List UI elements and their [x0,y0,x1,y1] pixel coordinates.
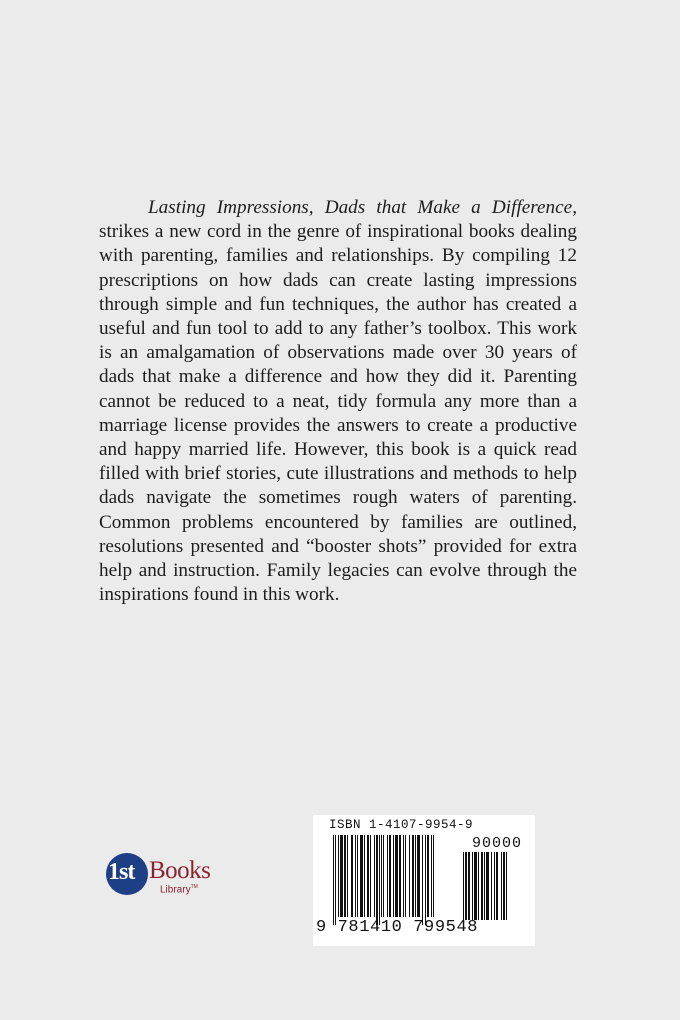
barcode-bar [478,852,479,920]
barcode-bar [468,852,470,920]
barcode-bar [381,835,382,917]
logo-name: Books [149,857,211,884]
ean-barcode-bars [333,835,457,925]
ean-digits: 9 781410 799548 [316,918,479,937]
barcode-bar [412,835,414,917]
barcode-bar [335,835,336,925]
barcode-bar [465,852,467,920]
barcode-bar [344,835,346,917]
barcode-bar [417,835,420,917]
barcode-bar [355,835,356,917]
barcode-bar [425,835,426,925]
barcode-bar [472,852,473,920]
barcode-bar [463,852,464,920]
isbn-label: ISBN 1-4107-9954-9 [329,818,474,832]
barcode-bar [481,852,483,920]
barcode-bar [395,835,398,917]
logo-sub: Library™ [160,884,198,896]
book-title-italic: Lasting Impressions, Dads that Make a Difference [148,197,573,218]
barcode-bar [383,835,384,917]
barcode-bar [360,835,363,917]
barcode-bar [379,835,380,925]
barcode-bar [427,835,429,917]
barcode-bar [340,835,343,917]
barcode-bar [501,852,502,920]
back-cover-blurb [99,196,577,607]
barcode-bar [370,835,371,917]
barcode-bar [474,852,477,920]
barcode-bar [364,835,365,917]
barcode-bar [351,835,353,917]
barcode-bar [409,835,410,917]
barcode-bar [431,835,432,917]
price-code: 90000 [472,835,523,852]
publisher-logo [106,853,216,898]
barcode-bar [433,835,434,917]
barcode-bar [403,835,404,917]
barcode-bar [503,852,505,920]
barcode-bar [405,835,406,917]
barcode-bar [367,835,369,917]
barcode-bar [387,835,388,917]
barcode-bar [491,852,492,920]
barcode-bar [486,852,489,920]
barcode-bar [422,835,423,925]
barcode-bar [399,835,401,917]
addon-barcode-bars [463,852,529,922]
barcode-bar [415,835,416,917]
barcode-bar [389,835,391,917]
barcode-bar [494,852,495,920]
isbn-barcode [313,815,535,946]
barcode-bar [393,835,394,917]
logo-mark: 1st [108,859,135,885]
barcode-bar [374,835,375,917]
barcode-bar [496,852,498,920]
barcode-bar [376,835,378,925]
barcode-bar [347,835,348,917]
barcode-bar [357,835,358,917]
barcode-bar [333,835,334,925]
barcode-bar [338,835,339,917]
barcode-bar [506,852,507,920]
blurb-body: , strikes a new cord in the genre of inspirational books dealing with parenting, families and relationships. By compiling 12 prescriptions on how dads can create lasting impressions through simple and fun techniques, the author has created a useful and fun tool to add to any father’s toolbox. This work is an amalgamation of observations made over 30 years of dads that make a difference and how they did it. Parenting cannot be reduced to a neat, tidy formula any more than a marriage license provides the answers to create a productive and happy married life. However, this book is a quick read filled with brief stories, cute illustrations and methods to help dads navigate the sometimes rough waters of parenting. Common problems encountered by families are outlined, resolutions presented and “booster shots” provided for extra help and instruction. Family legacies can evolve through the inspirations found in this work. [99,197,577,606]
barcode-bar [484,852,485,920]
